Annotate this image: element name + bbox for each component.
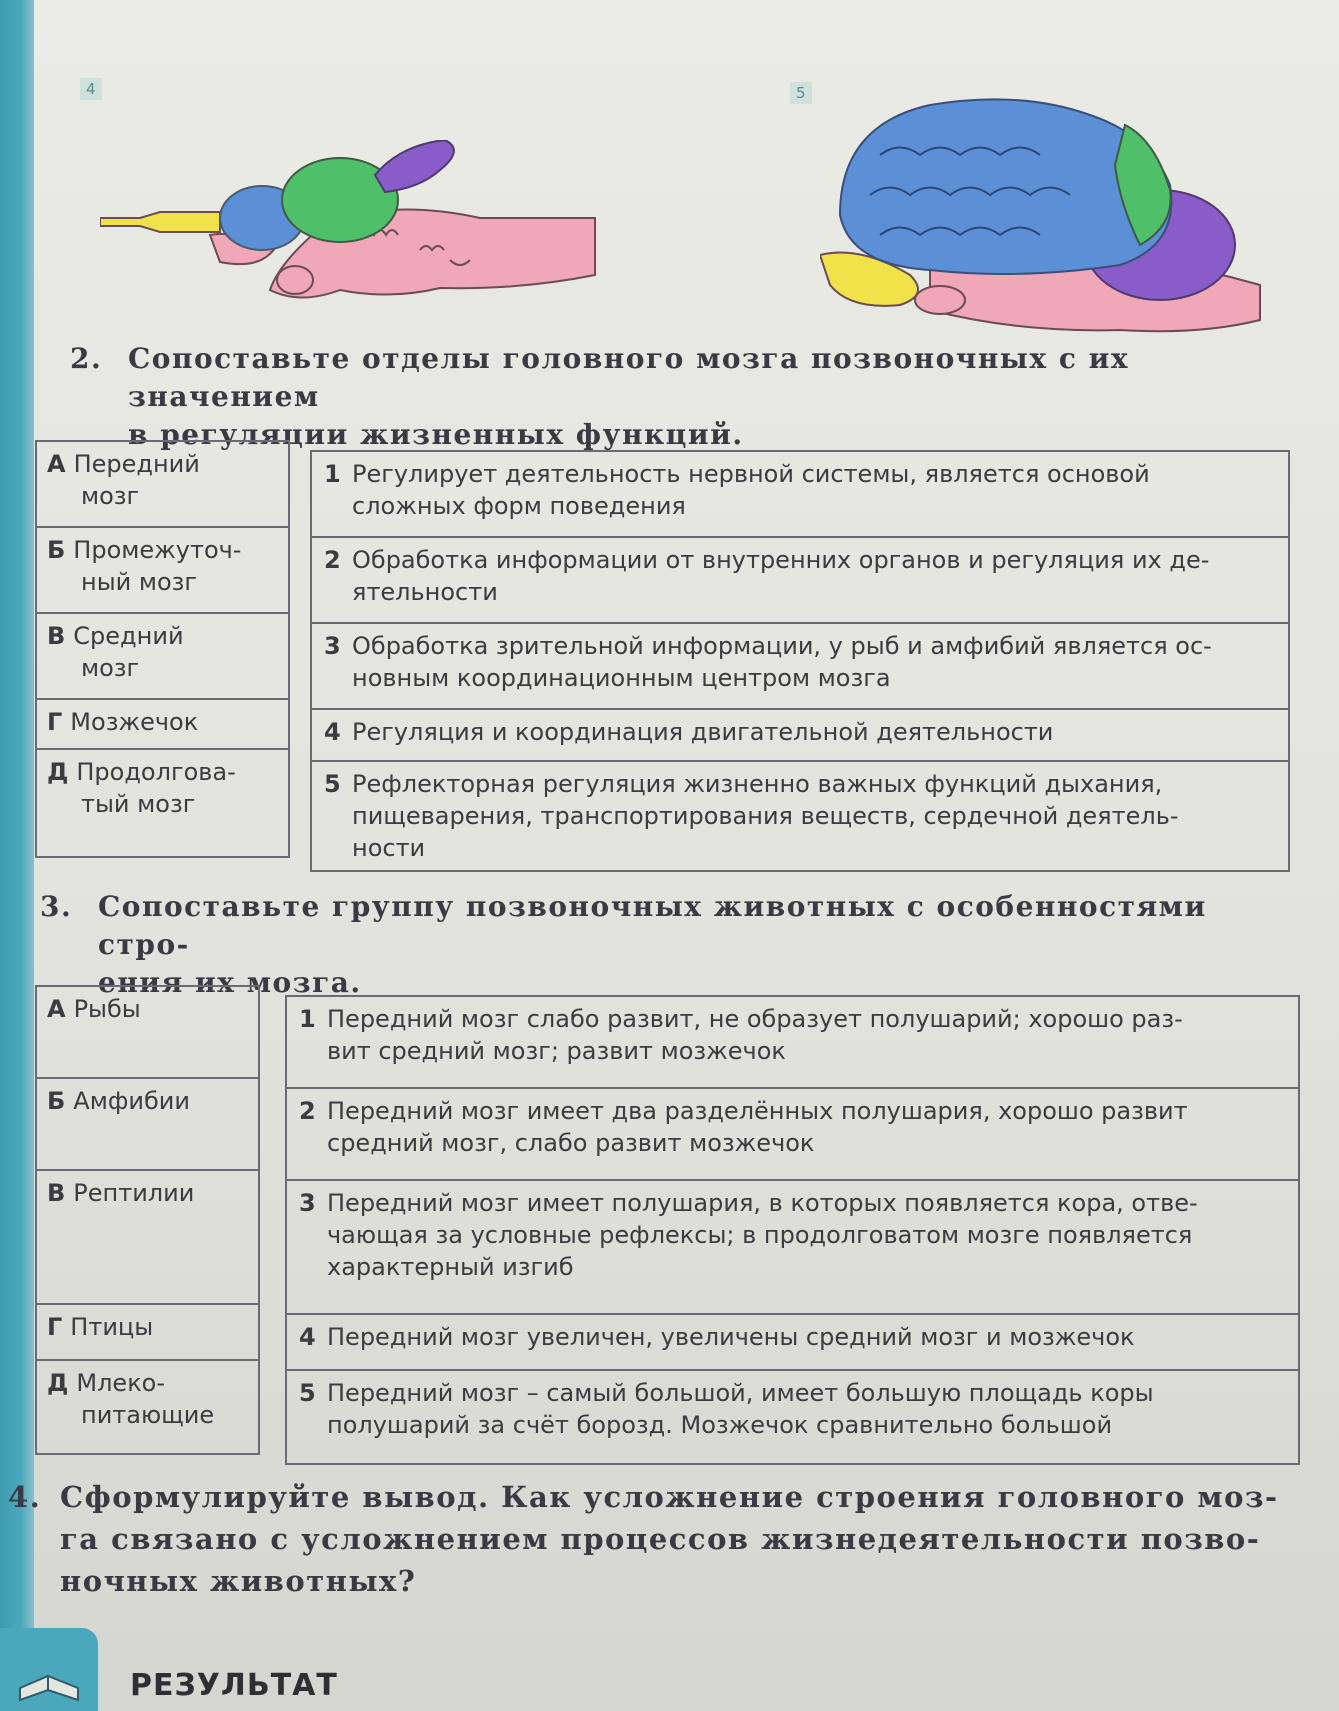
olfactory-bulb-shape (100, 212, 220, 232)
task-3-left-item: В Рептилии (37, 1171, 258, 1305)
task-3-title-line-1: Сопоставьте группу позвоночных животных с особенностями стро- (98, 890, 1207, 961)
task-2-left-item: Д Продолгова- тый мозг (47, 758, 236, 818)
result-section (0, 1620, 1339, 1711)
task-3-left-column (35, 985, 260, 1455)
pituitary-shape (277, 266, 313, 294)
task-2-left-column (35, 440, 290, 858)
task-3-number: 3. (40, 890, 73, 923)
task-2-right-item: 3 Обработка зрительной информации, у рыб и амфибий является ос- новным координационным центром мозга (312, 624, 1288, 710)
task-3-left-item: Б Амфибии (37, 1079, 258, 1171)
book-icon (0, 1628, 98, 1711)
task-2-left-item: В Средний мозг (37, 614, 288, 700)
task-3-right-item: 2 Передний мозг имеет два разделённых полушария, хорошо развит средний мозг, слабо развит мозжечок (287, 1089, 1298, 1181)
task-2-right-item: 2 Обработка информации от внутренних органов и регуляция их де- ятельности (312, 538, 1288, 624)
page-edge-stripe (0, 0, 34, 1711)
task-2-title-line-2: в регуляции жизненных функций. (128, 418, 744, 451)
task-2-right-column (310, 450, 1290, 872)
task-2-left-item: Г Мозжечок (37, 700, 288, 750)
pituitary-large-shape (915, 286, 965, 314)
task-2-left-item: Б Промежуточ- ный мозг (37, 528, 288, 614)
task-3-right-item: 4 Передний мозг увеличен, увеличены средний мозг и мозжечок (287, 1315, 1298, 1371)
cerebellum-shape (375, 140, 454, 192)
figure-4-brain-illustration (100, 140, 610, 315)
result-heading: РЕЗУЛЬТАТ (130, 1668, 338, 1703)
task-4-number: 4. (8, 1480, 42, 1514)
task-2-right-item: 4 Регуляция и координация двигательной деятельности (312, 710, 1288, 762)
task-4-line-1: Сформулируйте вывод. Как усложнение строения головного моз- (60, 1480, 1279, 1514)
task-4-line-3: ночных животных? (60, 1564, 417, 1598)
task-4-line-2: га связано с усложнением процессов жизнедеятельности позво- (60, 1522, 1261, 1556)
task-4-question (8, 1476, 1310, 1602)
task-3-right-column (285, 995, 1300, 1465)
figure-5-number: 5 (790, 82, 812, 104)
result-book-icon (0, 1628, 98, 1711)
task-2-title (70, 340, 1308, 454)
task-2-left-item: А Передний мозг (37, 442, 288, 528)
task-3-right-item: 3 Передний мозг имеет полушария, в которых появляется кора, отве- чающая за условные рефлексы; в продолговатом мозге появляется характерный изгиб (287, 1181, 1298, 1315)
task-2-right-item: 5 Рефлекторная регуляция жизненно важных функций дыхания, пищеварения, транспортирования веществ, сердечной деятель- ности (324, 770, 1179, 862)
task-3-right-item: 5 Передний мозг – самый большой, имеет большую площадь коры полушарий за счёт борозд. Мозжечок сравнительно большой (299, 1379, 1154, 1439)
figure-5-brain-illustration (820, 95, 1270, 345)
task-2-title-line-1: Сопоставьте отделы головного мозга позвоночных с их значением (128, 342, 1130, 413)
task-3-left-item: Г Птицы (37, 1305, 258, 1361)
figure-4-number: 4 (80, 78, 102, 100)
task-3-title-line-2: ения их мозга. (98, 966, 362, 999)
task-3-title (40, 888, 1308, 1002)
task-2-number: 2. (70, 342, 103, 375)
task-3-right-item: 1 Передний мозг слабо развит, не образует полушарий; хорошо раз- вит средний мозг; развит мозжечок (287, 997, 1298, 1089)
task-3-left-item: А Рыбы (37, 987, 258, 1079)
task-2-right-item: 1 Регулирует деятельность нервной системы, является основой сложных форм поведения (312, 452, 1288, 538)
task-3-left-item: Д Млеко- питающие (47, 1369, 215, 1429)
